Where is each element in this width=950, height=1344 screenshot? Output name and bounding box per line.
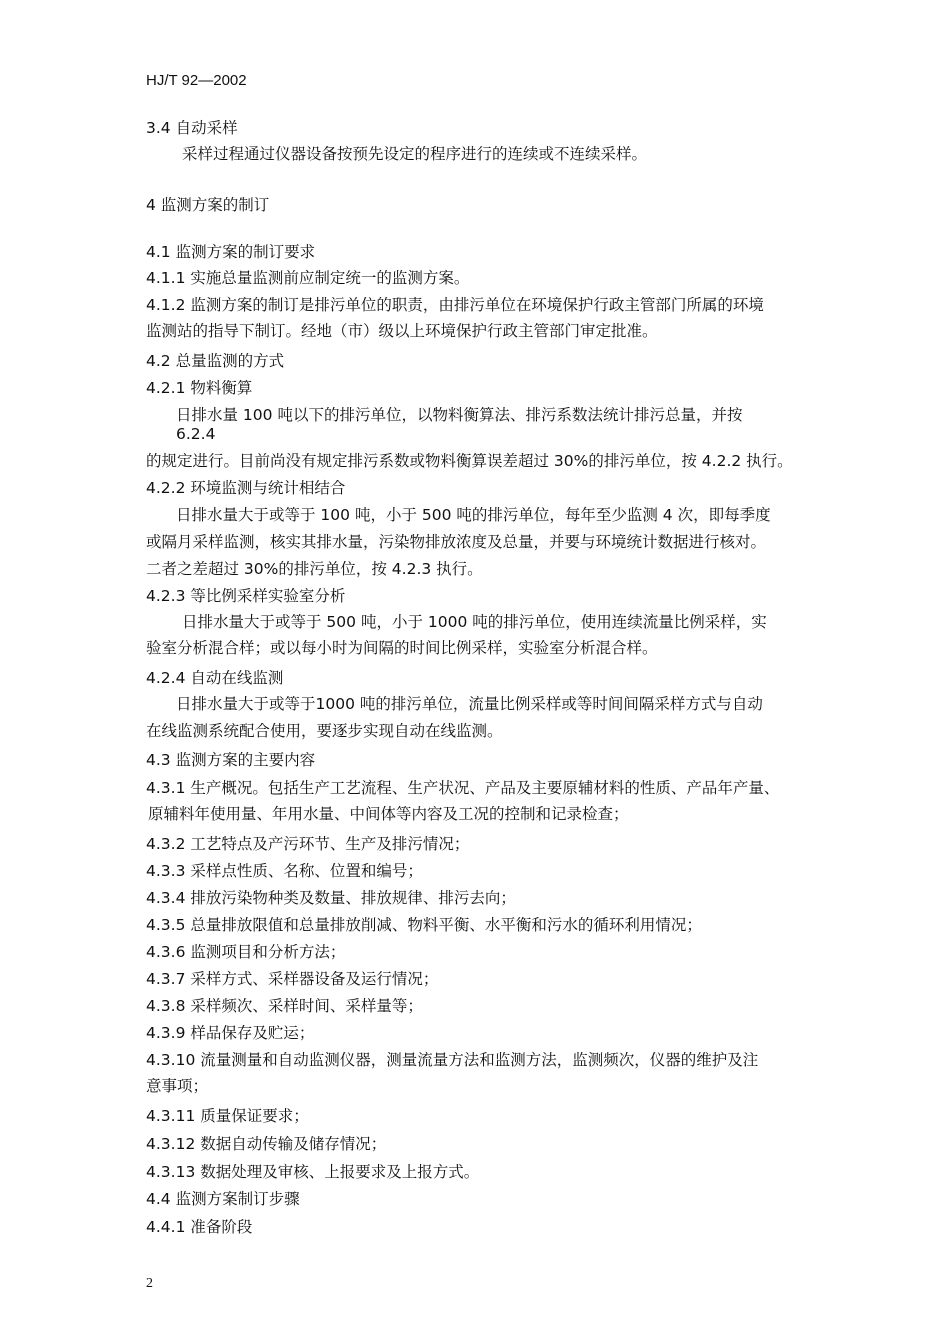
paragraph-line: 原辅料年使用量、年用水量、中间体等内容及工况的控制和记录检查； [148, 805, 629, 823]
paragraph-line: 4.3.1 生产概况。包括生产工艺流程、生产状况、产品及主要原辅材料的性质、产品年产量、 [146, 779, 780, 797]
list-item: 4.3.6 监测项目和分析方法； [146, 943, 346, 961]
paragraph-line: 日排水量大于或等于 500 吨，小于 1000 吨的排污单位，使用连续流量比例采样，实 [182, 613, 767, 631]
list-item: 4.3.2 工艺特点及产污环节、生产及排污情况； [146, 835, 470, 853]
paragraph-line: 或隔月采样监测，核实其排水量，污染物排放浓度及总量，并要与环境统计数据进行核对。 [146, 533, 767, 551]
list-item: 4.3.10 流量测量和自动监测仪器，测量流量方法和监测方法，监测频次，仪器的维护及注 [146, 1051, 759, 1069]
list-item: 4.3.4 排放污染物种类及数量、排放规律、排污去向； [146, 889, 516, 907]
page-number: 2 [146, 1276, 153, 1291]
section-heading: 3.4 自动采样 [146, 119, 238, 137]
section-heading: 4.4.1 准备阶段 [146, 1218, 253, 1236]
paragraph-line: 监测站的指导下制订。经地（市）级以上环境保护行政主管部门审定批准。 [146, 322, 658, 340]
paragraph-line: 6.2.4 [176, 425, 216, 443]
paragraph-line: 日排水量 100 吨以下的排污单位，以物料衡算法、排污系数法统计排污总量，并按 [176, 406, 743, 424]
paragraph-line: 4.1.1 实施总量监测前应制定统一的监测方案。 [146, 269, 470, 287]
list-item: 4.3.13 数据处理及审核、上报要求及上报方式。 [146, 1163, 480, 1181]
section-heading: 4.2 总量监测的方式 [146, 352, 285, 370]
paragraph-line: 日排水量大于或等于1000 吨的排污单位，流量比例采样或等时间间隔采样方式与自动 [176, 695, 763, 713]
section-heading: 4.2.1 物料衡算 [146, 379, 253, 397]
list-item: 4.3.9 样品保存及贮运； [146, 1024, 315, 1042]
document-code: HJ/T 92—2002 [146, 72, 247, 89]
section-heading: 4.2.3 等比例采样实验室分析 [146, 587, 346, 605]
section-heading: 4.1 监测方案的制订要求 [146, 243, 316, 261]
list-item-continuation: 意事项； [146, 1077, 209, 1095]
section-heading: 4.3 监测方案的主要内容 [146, 751, 316, 769]
list-item: 4.3.8 采样频次、采样时间、采样量等； [146, 997, 423, 1015]
paragraph-line: 二者之差超过 30%的排污单位，按 4.2.3 执行。 [146, 560, 483, 578]
paragraph-line: 在线监测系统配合使用，要逐步实现自动在线监测。 [146, 722, 503, 740]
paragraph-line: 4.1.2 监测方案的制订是排污单位的职责，由排污单位在环境保护行政主管部门所属的环境 [146, 296, 764, 314]
paragraph-line: 的规定进行。目前尚没有规定排污系数或物料衡算误差超过 30%的排污单位，按 4.2.2 执行。 [146, 452, 793, 470]
list-item: 4.3.7 采样方式、采样器设备及运行情况； [146, 970, 439, 988]
list-item: 4.3.5 总量排放限值和总量排放削减、物料平衡、水平衡和污水的循环利用情况； [146, 916, 702, 934]
paragraph-line: 验室分析混合样；或以每小时为间隔的时间比例采样，实验室分析混合样。 [146, 639, 658, 657]
section-heading: 4.2.4 自动在线监测 [146, 669, 284, 687]
list-item: 4.3.3 采样点性质、名称、位置和编号； [146, 862, 423, 880]
list-item: 4.3.11 质量保证要求； [146, 1107, 309, 1125]
section-heading: 4 监测方案的制订 [146, 196, 270, 214]
section-heading: 4.4 监测方案制订步骤 [146, 1190, 300, 1208]
section-heading: 4.2.2 环境监测与统计相结合 [146, 479, 346, 497]
paragraph-line: 日排水量大于或等于 100 吨，小于 500 吨的排污单位，每年至少监测 4 次，即每季度 [176, 506, 771, 524]
paragraph-line: 采样过程通过仪器设备按预先设定的程序进行的连续或不连续采样。 [182, 145, 648, 163]
list-item: 4.3.12 数据自动传输及储存情况； [146, 1135, 387, 1153]
